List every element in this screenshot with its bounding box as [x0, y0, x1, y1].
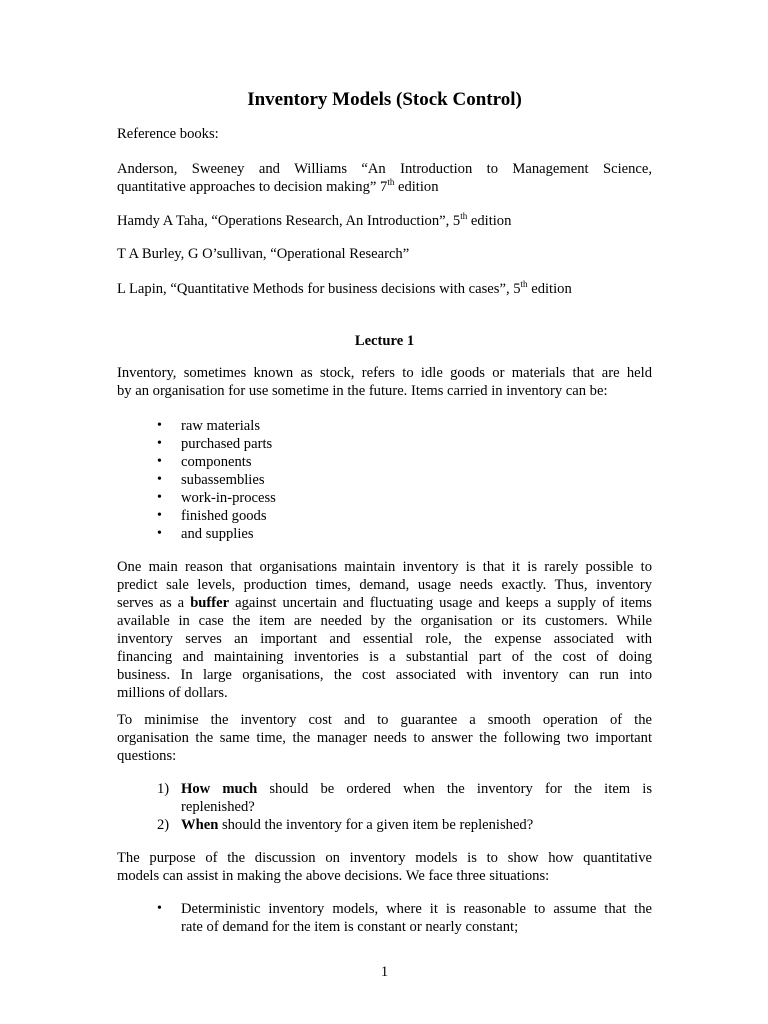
- reason-line-3: [117, 594, 652, 612]
- list-item-label: finished goods: [181, 508, 267, 524]
- situation-1-line-2: rate of demand for the item is constant or nearly constant;: [181, 919, 519, 935]
- page-number: 1: [380, 964, 389, 980]
- inventory-items-list: [157, 417, 276, 543]
- reference-1-line-2: [117, 178, 652, 196]
- question-number: 1): [157, 781, 170, 797]
- question-1-line-2: replenished?: [181, 799, 255, 815]
- reference-4-suffix: edition: [527, 281, 572, 297]
- reference-1-line-1: Anderson, Sweeney and Williams “An Introduction to Management Science,: [117, 161, 652, 177]
- bullet-icon: •: [157, 472, 162, 487]
- reason-line-5: inventory serves an important and essential role, the expense associated with: [117, 631, 652, 647]
- list-item: [157, 453, 276, 471]
- bullet-icon: •: [157, 490, 162, 505]
- reference-heading: Reference books:: [117, 126, 219, 142]
- reference-1-text: quantitative approaches to decision making” 7: [117, 179, 388, 195]
- list-item: [157, 900, 652, 936]
- list-item: [157, 816, 652, 834]
- list-item: [157, 435, 276, 453]
- reference-3: T A Burley, G O’sullivan, “Operational Research”: [117, 246, 410, 262]
- reason-line-7: business. In large organisations, the cost associated with inventory can run into: [117, 667, 652, 683]
- reason-line-4: available in case the item are needed by the organisation or its customers. While: [117, 613, 652, 629]
- list-item-label: purchased parts: [181, 436, 273, 452]
- buffer-term: buffer: [190, 595, 230, 611]
- reason-line-3-pre: serves as a: [117, 595, 191, 611]
- reason-paragraph: [117, 558, 652, 702]
- purpose-paragraph: [117, 849, 652, 885]
- list-item: [157, 507, 276, 525]
- bullet-icon: •: [157, 436, 162, 451]
- lecture-heading: Lecture 1: [354, 333, 415, 349]
- bullet-icon: •: [157, 526, 162, 541]
- minimise-line-1: To minimise the inventory cost and to guarantee a smooth operation of the: [117, 712, 652, 728]
- situation-1-line-1: Deterministic inventory models, where it is reasonable to assume that the: [181, 901, 652, 917]
- reference-1: [117, 160, 652, 196]
- list-item-label: components: [181, 454, 252, 470]
- purpose-line-1: The purpose of the discussion on inventory models is to show how quantitative: [117, 850, 652, 866]
- bullet-icon: •: [157, 508, 162, 523]
- list-item: [157, 525, 276, 543]
- reference-2-suffix: edition: [467, 213, 512, 229]
- question-1-bold: How much: [181, 781, 258, 797]
- minimise-paragraph: [117, 711, 652, 765]
- list-item: [157, 417, 276, 435]
- document-page: [117, 0, 652, 1024]
- reference-2-superscript: th: [460, 211, 468, 221]
- intro-line-2: by an organisation for use sometime in the future. Items carried in inventory can be:: [117, 383, 608, 399]
- question-2-line-1: [181, 816, 652, 834]
- list-item-label: subassemblies: [181, 472, 265, 488]
- list-item-label: and supplies: [181, 526, 254, 542]
- reference-1-superscript: th: [387, 178, 395, 187]
- reference-1-suffix: edition: [394, 179, 439, 195]
- bullet-icon: •: [157, 901, 162, 916]
- reason-line-3-post: against uncertain and fluctuating usage and keeps a supply of items: [229, 595, 652, 611]
- document-title: Inventory Models (Stock Control): [247, 89, 522, 110]
- reference-4: [117, 280, 572, 298]
- list-item: [157, 471, 276, 489]
- reference-4-text: L Lapin, “Quantitative Methods for business decisions with cases”, 5: [117, 281, 521, 297]
- intro-line-1: Inventory, sometimes known as stock, refers to idle goods or materials that are held: [117, 365, 652, 381]
- minimise-line-2: organisation the same time, the manager needs to answer the following two important: [117, 730, 652, 746]
- bullet-icon: •: [157, 454, 162, 469]
- reason-line-6: financing and maintaining inventories is a substantial part of the cost of doing: [117, 649, 652, 665]
- reference-2-text: Hamdy A Taha, “Operations Research, An Introduction”, 5: [117, 213, 461, 229]
- list-item-label: work-in-process: [181, 490, 276, 506]
- question-1-line-1: [181, 780, 652, 798]
- reference-4-superscript: th: [520, 279, 528, 289]
- question-number: 2): [157, 817, 170, 833]
- situations-list: [157, 900, 652, 936]
- reason-line-1: One main reason that organisations maintain inventory is that it is rarely possible to: [117, 559, 652, 575]
- reason-line-8: millions of dollars.: [117, 685, 228, 701]
- list-item: [157, 780, 652, 816]
- question-1-rest: should be ordered when the inventory for the item is: [257, 781, 652, 797]
- intro-paragraph: [117, 364, 652, 400]
- question-2-rest: should the inventory for a given item be replenished?: [218, 817, 534, 833]
- questions-list: [157, 780, 652, 834]
- list-item-label: raw materials: [181, 418, 261, 434]
- purpose-line-2: models can assist in making the above decisions. We face three situations:: [117, 868, 550, 884]
- question-2-bold: When: [181, 817, 219, 833]
- reference-2: [117, 212, 511, 230]
- minimise-line-3: questions:: [117, 748, 177, 764]
- reason-line-2: predict sale levels, production times, demand, usage needs exactly. Thus, inventory: [117, 577, 652, 593]
- list-item: [157, 489, 276, 507]
- bullet-icon: •: [157, 418, 162, 433]
